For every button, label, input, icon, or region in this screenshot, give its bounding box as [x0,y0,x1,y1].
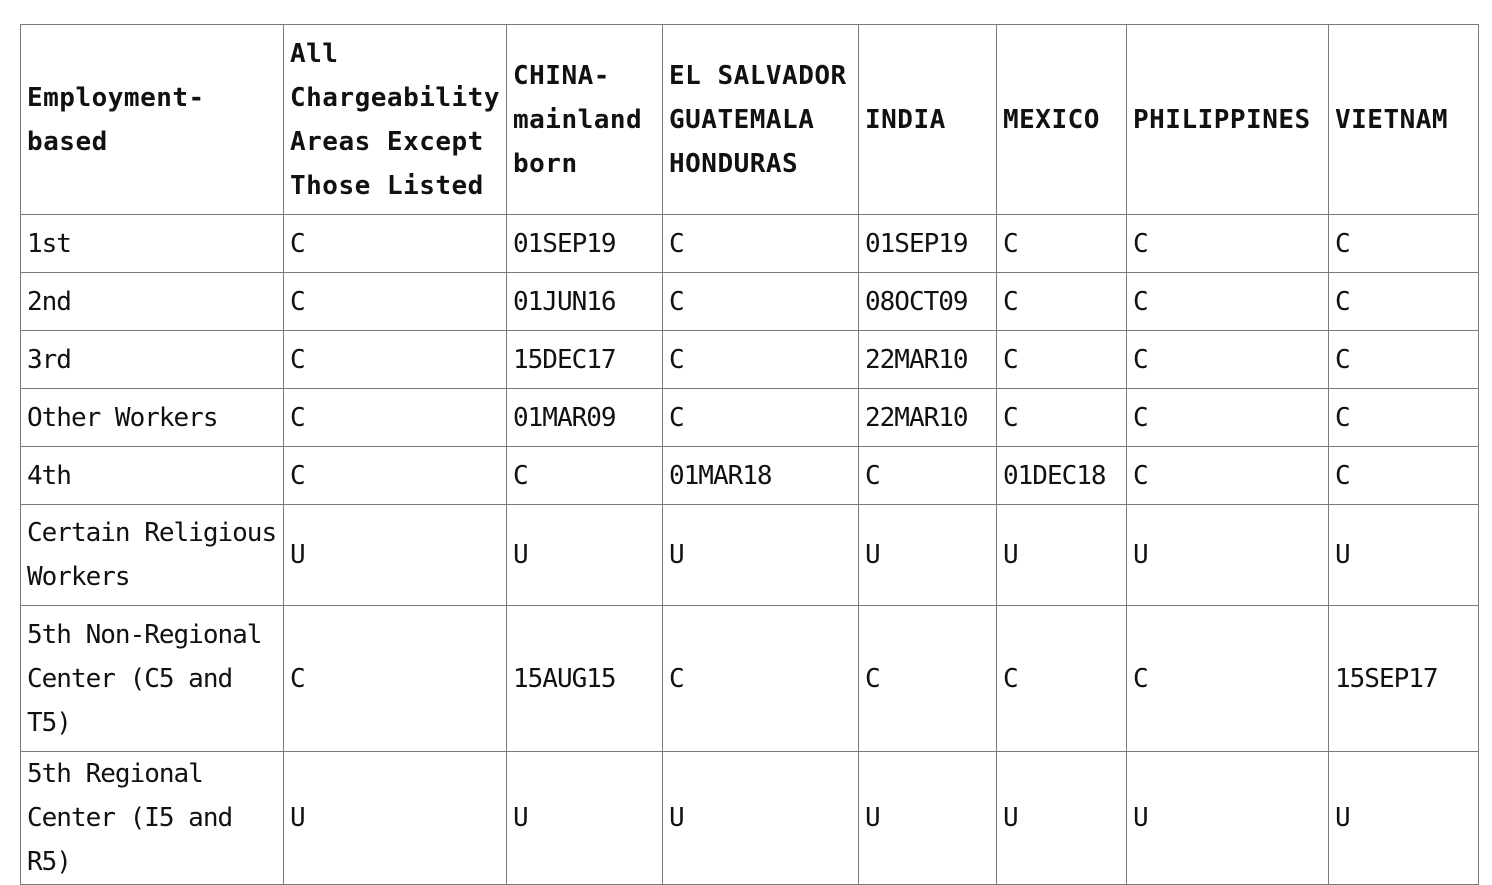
table-cell: C [1126,389,1328,447]
employment-based-dates-table [20,24,1479,885]
table-cell: U [858,505,996,606]
header-china: CHINA-mainland born [506,25,662,215]
table-cell: 01SEP19 [858,215,996,273]
table-cell: C [1328,273,1478,331]
table-cell: C [996,273,1126,331]
table-cell: C [284,215,507,273]
header-mexico: MEXICO [996,25,1126,215]
table-cell: C [1126,273,1328,331]
table-cell: 01MAR09 [506,389,662,447]
table-cell: U [1328,505,1478,606]
table-cell: U [284,505,507,606]
row-category: 5th Regional Center (I5 and R5) [21,752,284,885]
table-cell: 01DEC18 [996,447,1126,505]
table-cell: U [662,505,858,606]
table-cell: 01MAR18 [662,447,858,505]
table-cell: C [284,389,507,447]
header-vietnam: VIETNAM [1328,25,1478,215]
table-cell: C [1328,389,1478,447]
table-row [21,606,1479,752]
table-cell: 01SEP19 [506,215,662,273]
header-india: INDIA [858,25,996,215]
table-cell: C [506,447,662,505]
table-cell: 22MAR10 [858,331,996,389]
table-cell: C [284,447,507,505]
table-row [21,752,1479,885]
table-cell: C [662,389,858,447]
table-cell: C [662,331,858,389]
table-cell: C [662,273,858,331]
table-cell: C [996,606,1126,752]
header-el-salvador-guatemala-honduras: EL SALVADOR GUATEMALA HONDURAS [662,25,858,215]
table-cell: U [506,505,662,606]
table-cell: U [506,752,662,885]
table-row [21,447,1479,505]
row-category: Certain Religious Workers [21,505,284,606]
table-cell: 01JUN16 [506,273,662,331]
table-cell: C [662,606,858,752]
table-row [21,273,1479,331]
table-cell: 08OCT09 [858,273,996,331]
table-cell: C [996,389,1126,447]
table-cell: C [662,215,858,273]
table-cell: U [1328,752,1478,885]
table-cell: U [662,752,858,885]
row-category: 2nd [21,273,284,331]
table-cell: C [858,447,996,505]
table-header-row [21,25,1479,215]
table-cell: 22MAR10 [858,389,996,447]
table-cell: C [1328,331,1478,389]
header-employment-based: Employment-based [21,25,284,215]
table-cell: U [284,752,507,885]
table-cell: U [858,752,996,885]
table-cell: U [1126,505,1328,606]
table-cell: C [284,331,507,389]
row-category: 1st [21,215,284,273]
table-row [21,331,1479,389]
table-cell: C [284,606,507,752]
table-cell: C [1328,447,1478,505]
table-cell: C [284,273,507,331]
table-cell: U [996,752,1126,885]
row-category: 4th [21,447,284,505]
table-row [21,505,1479,606]
table-cell: C [1126,447,1328,505]
table-row [21,215,1479,273]
table-cell: C [996,215,1126,273]
table-cell: 15DEC17 [506,331,662,389]
table-cell: U [996,505,1126,606]
header-philippines: PHILIPPINES [1126,25,1328,215]
table-cell: C [996,331,1126,389]
visa-bulletin-table-container [20,24,1479,885]
table-cell: U [1126,752,1328,885]
row-category: 3rd [21,331,284,389]
table-cell: C [858,606,996,752]
row-category: 5th Non-Regional Center (C5 and T5) [21,606,284,752]
table-cell: C [1126,606,1328,752]
table-cell: 15AUG15 [506,606,662,752]
row-category: Other Workers [21,389,284,447]
table-cell: 15SEP17 [1328,606,1478,752]
table-cell: C [1126,331,1328,389]
table-row [21,389,1479,447]
table-cell: C [1328,215,1478,273]
table-cell: C [1126,215,1328,273]
header-all-chargeability: All Chargeability Areas Except Those Listed [284,25,507,215]
